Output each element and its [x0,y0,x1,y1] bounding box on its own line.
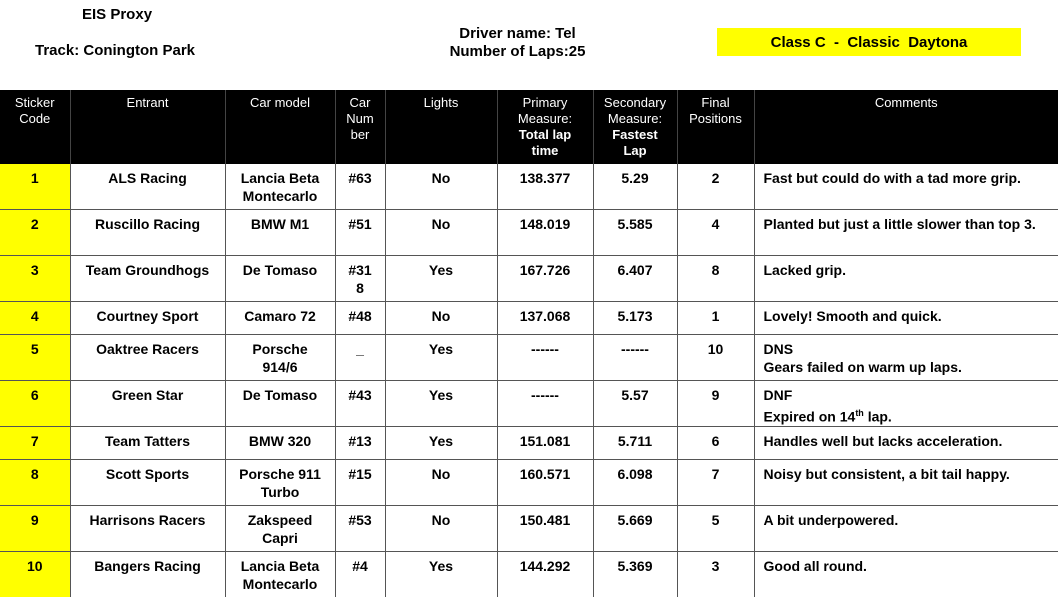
secondary-measure-name: Fastest Lap [609,127,661,159]
total-lap-time-cell: 148.019 [497,210,593,256]
car-model-cell: Porsche 911 Turbo [225,460,335,506]
table-row [0,210,1058,256]
sticker-code-cell: 4 [0,302,70,335]
driver-name: Driver name: Tel [410,25,625,43]
car-number-cell: #15 [335,460,385,506]
car-number-cell: #13 [335,427,385,460]
primary-measure-name: Total lap time [515,127,575,159]
table-row [0,302,1058,335]
fastest-lap-cell: 6.098 [593,460,677,506]
primary-measure-label: Primary Measure: [518,95,572,126]
comment-cell [754,552,1058,597]
comment-cell [754,256,1058,302]
table-row [0,552,1058,597]
car-model-cell: Porsche 914/6 [225,335,335,381]
col-final-positions: Final Positions [677,90,754,164]
fastest-lap-cell: 5.173 [593,302,677,335]
entrant-cell: Scott Sports [70,460,225,506]
entrant-cell: Team Groundhogs [70,256,225,302]
sticker-code-cell: 10 [0,552,70,597]
lights-cell: No [385,164,497,210]
comment-text: Lacked grip. [764,262,846,278]
fastest-lap-cell: 6.407 [593,256,677,302]
final-position-cell: 3 [677,552,754,597]
final-position-cell: 10 [677,335,754,381]
car-model-cell: BMW M1 [225,210,335,256]
comment-detail: Gears failed on warm up laps. [764,359,962,375]
entrant-cell: Green Star [70,381,225,427]
col-lights: Lights [385,90,497,164]
driver-info [410,25,625,61]
comment-text: Good all round. [764,558,867,574]
entrant-cell: Harrisons Racers [70,506,225,552]
col-sticker-code: Sticker Code [0,90,70,164]
car-number-cell: #51 [335,210,385,256]
table-row [0,460,1058,506]
car-number-cell: _ [335,335,385,381]
comment-text: Lovely! Smooth and quick. [764,308,942,324]
car-number-cell: #43 [335,381,385,427]
class-badge: Class C - Classic Daytona [717,28,1021,56]
entrant-cell: Oaktree Racers [70,335,225,381]
table-row [0,164,1058,210]
car-model-cell: De Tomaso [225,381,335,427]
comment-text: A bit underpowered. [764,512,899,528]
lights-cell: No [385,506,497,552]
ordinal-suffix: th [855,408,864,418]
fastest-lap-cell: 5.369 [593,552,677,597]
car-number-cell: #48 [335,302,385,335]
comment-cell [754,210,1058,256]
fastest-lap-cell: 5.669 [593,506,677,552]
entrant-cell: Bangers Racing [70,552,225,597]
total-lap-time-cell: 150.481 [497,506,593,552]
comment-detail: Expired on 14 [764,409,856,425]
table-row [0,256,1058,302]
total-lap-time-cell: ------ [497,335,593,381]
lights-cell: Yes [385,381,497,427]
lights-cell: No [385,302,497,335]
final-position-cell: 7 [677,460,754,506]
results-table [0,90,1058,597]
car-model-cell: Camaro 72 [225,302,335,335]
lights-cell: Yes [385,256,497,302]
lights-cell: No [385,460,497,506]
table-header-row [0,90,1058,164]
car-model-cell: Lancia Beta Montecarlo [225,552,335,597]
entrant-cell: ALS Racing [70,164,225,210]
car-model-cell: Zakspeed Capri [225,506,335,552]
col-entrant: Entrant [70,90,225,164]
final-position-cell: 8 [677,256,754,302]
final-position-cell: 5 [677,506,754,552]
lights-cell: Yes [385,427,497,460]
total-lap-time-cell: ------ [497,381,593,427]
fastest-lap-cell: ------ [593,335,677,381]
car-number-cell: #63 [335,164,385,210]
comment-text: Fast but could do with a tad more grip. [764,170,1021,186]
sticker-code-cell: 5 [0,335,70,381]
entrant-cell: Courtney Sport [70,302,225,335]
fastest-lap-cell: 5.29 [593,164,677,210]
comment-cell [754,302,1058,335]
fastest-lap-cell: 5.711 [593,427,677,460]
col-car-number: Car Num ber [335,90,385,164]
col-primary-measure [497,90,593,164]
total-lap-time-cell: 151.081 [497,427,593,460]
final-position-cell: 6 [677,427,754,460]
fastest-lap-cell: 5.585 [593,210,677,256]
sticker-code-cell: 7 [0,427,70,460]
car-model-cell: BMW 320 [225,427,335,460]
total-lap-time-cell: 160.571 [497,460,593,506]
total-lap-time-cell: 138.377 [497,164,593,210]
sticker-code-cell: 6 [0,381,70,427]
total-lap-time-cell: 167.726 [497,256,593,302]
car-number-cell: #53 [335,506,385,552]
final-position-cell: 1 [677,302,754,335]
col-secondary-measure [593,90,677,164]
final-position-cell: 4 [677,210,754,256]
sticker-code-cell: 9 [0,506,70,552]
sticker-code-cell: 2 [0,210,70,256]
sticker-code-cell: 1 [0,164,70,210]
lights-cell: Yes [385,335,497,381]
comment-cell [754,164,1058,210]
entrant-cell: Ruscillo Racing [70,210,225,256]
sticker-code-cell: 8 [0,460,70,506]
final-position-cell: 9 [677,381,754,427]
document-title: EIS Proxy [82,6,152,23]
car-number-cell: #31 8 [335,256,385,302]
comment-text: Noisy but consistent, a bit tail happy. [764,466,1010,482]
number-of-laps: Number of Laps:25 [410,43,625,61]
entrant-cell: Team Tatters [70,427,225,460]
total-lap-time-cell: 137.068 [497,302,593,335]
comment-cell [754,460,1058,506]
car-model-cell: Lancia Beta Montecarlo [225,164,335,210]
fastest-lap-cell: 5.57 [593,381,677,427]
comment-text: DNF [764,387,793,403]
comment-text: Handles well but lacks acceleration. [764,433,1003,449]
table-row [0,381,1058,427]
col-comments: Comments [754,90,1058,164]
table-row [0,506,1058,552]
comment-detail-end: lap. [864,409,892,425]
total-lap-time-cell: 144.292 [497,552,593,597]
secondary-measure-label: Secondary Measure: [604,95,666,126]
lights-cell: Yes [385,552,497,597]
comment-cell [754,335,1058,381]
comment-cell [754,381,1058,427]
track-name: Track: Conington Park [35,42,195,59]
table-row [0,335,1058,381]
car-number-cell: #4 [335,552,385,597]
comment-text: Planted but just a little slower than top 3. [764,216,1036,232]
lights-cell: No [385,210,497,256]
final-position-cell: 2 [677,164,754,210]
comment-cell [754,506,1058,552]
sticker-code-cell: 3 [0,256,70,302]
col-car-model: Car model [225,90,335,164]
comment-cell [754,427,1058,460]
comment-text: DNS [764,341,794,357]
car-model-cell: De Tomaso [225,256,335,302]
table-row [0,427,1058,460]
